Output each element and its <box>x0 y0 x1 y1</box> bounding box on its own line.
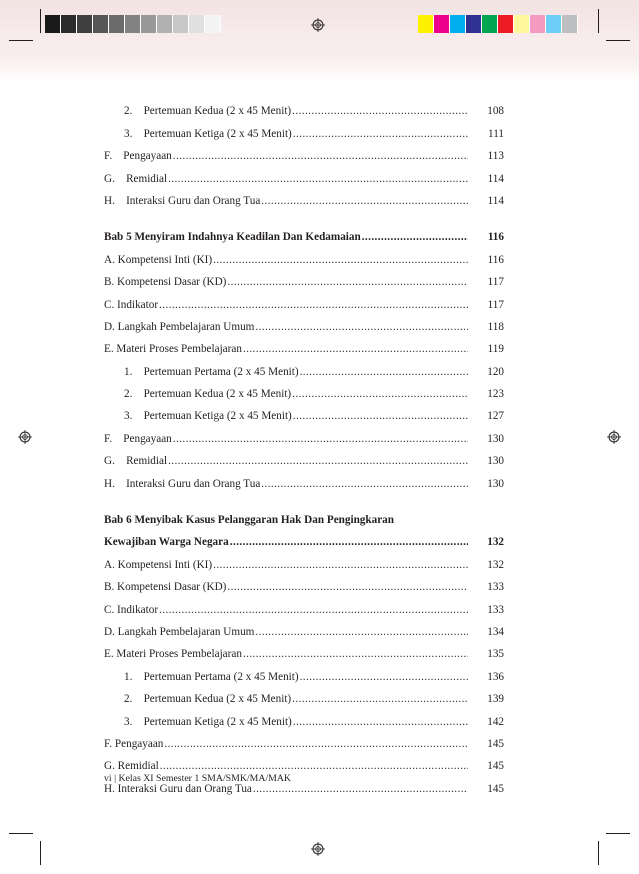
toc-entry[interactable] <box>104 292 504 314</box>
toc-entry[interactable] <box>104 359 504 381</box>
toc-entry[interactable] <box>104 337 504 359</box>
toc-entry[interactable] <box>104 144 504 166</box>
toc-entry[interactable] <box>104 620 504 642</box>
toc-entry-page-number: 145 <box>487 737 504 750</box>
toc-entry-label: E. Materi Proses Pembelajaran ..... <box>104 648 468 660</box>
toc-entry-page-number: 120 <box>487 365 504 378</box>
toc-entry-label: 1. Pertemuan Pertama (2 x 45 Menit) ..... <box>124 671 468 683</box>
crop-mark <box>598 9 599 33</box>
toc-entry-label: 3. Pertemuan Ketiga (2 x 45 Menit) ..... <box>124 128 468 140</box>
toc-entry-page-number: 123 <box>487 388 504 401</box>
color-swatch <box>434 15 450 33</box>
toc-entry[interactable] <box>104 166 504 188</box>
toc-entry-label: D. Langkah Pembelajaran Umum ..... <box>104 321 468 333</box>
toc-entry[interactable] <box>104 664 504 686</box>
toc-entry[interactable] <box>104 121 504 143</box>
toc-entry-label: H. Interaksi Guru dan Orang Tua ..... <box>104 195 468 207</box>
toc-entry-page-number: 139 <box>487 693 504 706</box>
toc-entry-label: G. Remidial ..... <box>104 760 468 772</box>
color-swatch <box>498 15 514 33</box>
toc-entry-page-number: 145 <box>487 782 504 795</box>
registration-mark-icon <box>18 430 32 444</box>
toc-entry-page-number: 114 <box>487 194 504 207</box>
color-swatch <box>173 15 189 33</box>
toc-entry[interactable] <box>104 382 504 404</box>
toc-entry-page-number: 134 <box>487 625 504 638</box>
toc-entry-label: 1. Pertemuan Pertama (2 x 45 Menit) ..... <box>124 366 468 378</box>
toc-entry-label: D. Langkah Pembelajaran Umum ..... <box>104 626 468 638</box>
toc-entry[interactable] <box>104 471 504 493</box>
color-swatch <box>77 15 93 33</box>
toc-entry-label: H. Interaksi Guru dan Orang Tua ..... <box>104 783 468 795</box>
color-swatch <box>109 15 125 33</box>
toc-entry-label: 2. Pertemuan Kedua (2 x 45 Menit) ..... <box>124 388 468 400</box>
toc-entry-label: G. Remidial ..... <box>104 173 468 185</box>
toc-entry-label: B. Kompetensi Dasar (KD) ..... <box>104 581 468 593</box>
color-swatch <box>482 15 498 33</box>
toc-entry-page-number: 111 <box>488 127 504 140</box>
color-swatch <box>93 15 109 33</box>
color-swatch <box>125 15 141 33</box>
grayscale-color-bar <box>45 15 221 33</box>
toc-entry-page-number: 117 <box>487 276 504 289</box>
toc-entry[interactable] <box>104 404 504 426</box>
registration-mark-icon <box>311 842 325 856</box>
toc-entry-label: 2. Pertemuan Kedua (2 x 45 Menit) ..... <box>124 105 468 117</box>
table-of-contents <box>104 99 504 799</box>
toc-entry-label: G. Remidial ..... <box>104 455 468 467</box>
crop-mark <box>9 40 33 41</box>
toc-entry-page-number: 117 <box>487 298 504 311</box>
toc-entry[interactable] <box>104 732 504 754</box>
toc-entry[interactable] <box>104 530 504 552</box>
toc-entry-page-number: 133 <box>487 603 504 616</box>
toc-entry[interactable] <box>104 189 504 211</box>
toc-entry-page-number: 132 <box>487 536 504 549</box>
color-swatch <box>530 15 546 33</box>
toc-entry-page-number: 118 <box>487 320 504 333</box>
crop-mark <box>40 9 41 33</box>
toc-entry-page-number: 130 <box>487 455 504 468</box>
toc-entry-page-number: 116 <box>487 231 504 244</box>
crop-mark <box>40 841 41 865</box>
toc-entry-page-number: 133 <box>487 581 504 594</box>
crop-mark <box>9 833 33 834</box>
toc-entry-page-number: 130 <box>487 432 504 445</box>
color-swatch <box>450 15 466 33</box>
toc-entry-page-number: 113 <box>487 150 504 163</box>
toc-entry-label: F. Pengayaan ..... <box>104 738 468 750</box>
toc-entry[interactable] <box>104 247 504 269</box>
toc-entry[interactable] <box>104 270 504 292</box>
color-swatch <box>205 15 221 33</box>
color-swatch <box>546 15 562 33</box>
toc-entry-label: Bab 6 Menyibak Kasus Pelanggaran Hak Dan Pengingkaran <box>104 514 394 527</box>
toc-entry[interactable] <box>104 709 504 731</box>
color-swatch <box>189 15 205 33</box>
toc-entry-page-number: 114 <box>487 172 504 185</box>
color-swatch <box>141 15 157 33</box>
toc-entry[interactable] <box>104 597 504 619</box>
color-swatch <box>157 15 173 33</box>
toc-entry-label: C. Indikator ..... <box>104 604 468 616</box>
color-swatch <box>418 15 434 33</box>
toc-entry-page-number: 108 <box>487 105 504 118</box>
color-swatch <box>466 15 482 33</box>
toc-entry-page-number: 136 <box>487 670 504 683</box>
toc-entry-label: C. Indikator ..... <box>104 299 468 311</box>
registration-mark-icon <box>311 18 325 32</box>
toc-entry-label: 3. Pertemuan Ketiga (2 x 45 Menit) ..... <box>124 716 468 728</box>
toc-entry[interactable] <box>104 315 504 337</box>
toc-entry-label: E. Materi Proses Pembelajaran ..... <box>104 343 468 355</box>
toc-entry-label: 2. Pertemuan Kedua (2 x 45 Menit) ..... <box>124 693 468 705</box>
process-color-bar <box>418 15 578 33</box>
toc-entry-label: F. Pengayaan ..... <box>104 150 468 162</box>
toc-entry[interactable] <box>104 642 504 664</box>
toc-entry-page-number: 145 <box>487 760 504 773</box>
toc-entry-page-number: 130 <box>487 477 504 490</box>
crop-mark <box>606 40 630 41</box>
crop-mark <box>598 841 599 865</box>
page-top-band <box>0 0 639 84</box>
toc-entry-label: 3. Pertemuan Ketiga (2 x 45 Menit) ..... <box>124 410 468 422</box>
toc-entry[interactable] <box>104 99 504 121</box>
toc-entry[interactable] <box>104 225 504 247</box>
footer-text: vi | Kelas XI Semester 1 SMA/SMK/MA/MAK <box>104 773 292 784</box>
toc-entry[interactable] <box>104 552 504 574</box>
color-swatch <box>514 15 530 33</box>
toc-entry[interactable] <box>104 687 504 709</box>
toc-entry-page-number: 135 <box>487 648 504 661</box>
toc-entry[interactable] <box>104 449 504 471</box>
toc-entry[interactable] <box>104 575 504 597</box>
toc-entry-label: F. Pengayaan ..... <box>104 433 468 445</box>
toc-entry-label: A. Kompetensi Inti (KI) ..... <box>104 254 468 266</box>
color-swatch <box>562 15 578 33</box>
page-footer <box>104 773 291 784</box>
toc-entry-page-number: 142 <box>487 715 504 728</box>
toc-entry[interactable] <box>104 426 504 448</box>
toc-entry-page-number: 132 <box>487 558 504 571</box>
color-swatch <box>45 15 61 33</box>
toc-entry-page-number: 119 <box>487 343 504 356</box>
toc-entry-label: Kewajiban Warga Negara ..... <box>104 536 468 548</box>
toc-entry[interactable] <box>104 508 504 530</box>
toc-entry-page-number: 116 <box>487 253 504 266</box>
color-swatch <box>61 15 77 33</box>
toc-entry-label: A. Kompetensi Inti (KI) ..... <box>104 559 468 571</box>
toc-entry-label: B. Kompetensi Dasar (KD) ..... <box>104 276 468 288</box>
toc-entry-label: Bab 5 Menyiram Indahnya Keadilan Dan Kedamaian ..... <box>104 231 468 243</box>
registration-mark-icon <box>607 430 621 444</box>
toc-entry-page-number: 127 <box>487 410 504 423</box>
toc-entry-label: H. Interaksi Guru dan Orang Tua ..... <box>104 478 468 490</box>
crop-mark <box>606 833 630 834</box>
